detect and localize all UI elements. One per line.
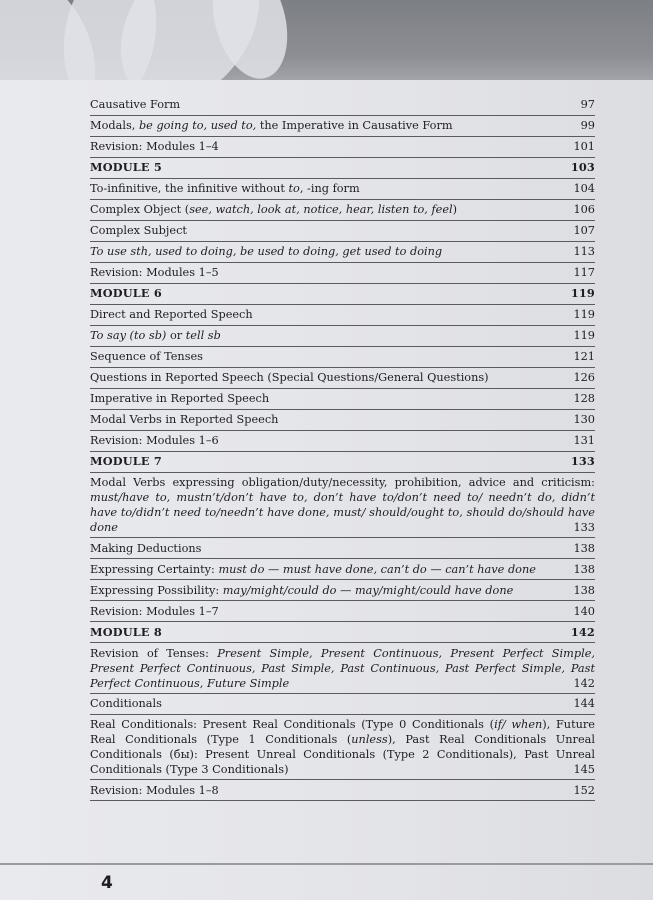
toc-entry-title <box>90 203 491 216</box>
page-number: 4 <box>101 873 113 893</box>
toc-separator <box>90 430 595 431</box>
toc-entry-title <box>90 563 570 576</box>
toc-page-number: 119 <box>573 308 595 321</box>
toc-text-segment: must do — must have done, can’t do — can’t have done <box>218 562 536 576</box>
toc-entry-title <box>90 160 196 174</box>
toc-text-segment: , -ing form <box>299 182 360 195</box>
toc-separator <box>90 537 595 538</box>
toc-text-segment: ), Past Real Conditionals Unreal Conditionals (бы): Present Unreal Conditionals (Type 2 Conditionals), Past Unreal Conditionals (Type 3 Conditionals) <box>90 733 595 776</box>
toc-text-segment: Causative Form <box>90 98 181 111</box>
toc-entry-title <box>90 245 476 258</box>
toc-text-segment: Modal Verbs expressing obligation/duty/necessity, prohibition, advice and criticism: <box>90 476 595 489</box>
toc-text-segment: To use sth, used to doing, be used to doing, get used to doing <box>90 245 443 258</box>
toc-entry-title <box>90 697 196 710</box>
toc-separator <box>90 714 595 715</box>
toc-text-segment: Revision: Modules 1–8 <box>90 783 219 797</box>
toc-entry <box>90 783 595 799</box>
toc-text-segment: MODULE 6 <box>90 286 162 300</box>
toc-module-heading <box>90 625 595 641</box>
toc-text-segment: Imperative in Reported Speech <box>90 392 270 405</box>
toc-text-segment: Revision: Modules 1–7 <box>90 604 219 618</box>
toc-entry <box>90 391 595 407</box>
toc-entry <box>90 244 595 260</box>
toc-separator <box>90 451 595 452</box>
toc-entry-title <box>90 476 595 534</box>
toc-entry <box>90 202 595 218</box>
toc-entry <box>90 717 595 777</box>
toc-entry <box>90 562 595 578</box>
toc-entry-title <box>90 718 595 776</box>
toc-entry-title <box>90 350 237 363</box>
toc-separator <box>90 346 595 347</box>
toc-separator <box>90 304 595 305</box>
toc-entry <box>90 118 595 134</box>
header-band <box>0 0 653 80</box>
toc-text-segment: Revision: Modules 1–5 <box>90 266 219 279</box>
toc-entry-title <box>90 605 253 618</box>
toc-entry <box>90 433 595 449</box>
toc-separator <box>90 409 595 410</box>
toc-text-segment: Real Conditionals: Present Real Conditionals (Type 0 Conditionals ( <box>90 718 495 731</box>
toc-text-segment: To say (to sb) <box>90 329 170 342</box>
toc-module-heading <box>90 286 595 302</box>
toc-separator <box>90 136 595 137</box>
toc-separator <box>90 558 595 559</box>
toc-page-number: 138 <box>573 562 595 576</box>
toc-entry <box>90 97 595 113</box>
toc-entry-title <box>90 98 214 111</box>
toc-entry <box>90 583 595 599</box>
toc-page-number: 140 <box>573 604 595 618</box>
toc-entry <box>90 646 595 691</box>
toc-entry-title <box>90 434 253 447</box>
toc-entry-title <box>90 454 196 468</box>
toc-separator <box>90 178 595 179</box>
toc-entry-title <box>90 140 253 153</box>
toc-separator <box>90 115 595 116</box>
toc-separator <box>90 262 595 263</box>
toc-separator <box>90 800 595 801</box>
toc-page-number: 103 <box>570 160 595 174</box>
toc-separator <box>90 157 595 158</box>
toc-page-number: 133 <box>573 521 595 534</box>
toc-separator <box>90 388 595 389</box>
toc-module-heading <box>90 454 595 470</box>
toc-text-segment: the Imperative in Causative Form <box>256 119 453 132</box>
toc-separator <box>90 693 595 694</box>
toc-text-segment: Questions in Reported Speech (Special Questions/General Questions) <box>90 371 489 384</box>
toc-text-segment: Present Simple, Present Continuous, Present Perfect Simple, Present Perfect Continuous, Past Simple, Past Continuous, Past Perfect Simple, Past Perfect Continuous, Future Simple <box>90 646 595 690</box>
toc-page-number: 128 <box>573 392 595 405</box>
toc-text-segment: Making Deductions <box>90 541 202 555</box>
toc-entry <box>90 181 595 197</box>
toc-separator <box>90 241 595 242</box>
toc-page-number: 142 <box>573 676 595 690</box>
toc-text-segment: MODULE 5 <box>90 160 162 174</box>
toc-text-segment: Revision: Modules 1–6 <box>90 434 219 447</box>
toc-page-number: 126 <box>573 371 595 384</box>
toc-text-segment: tell sb <box>185 329 221 342</box>
toc-separator <box>90 600 595 601</box>
toc-text-segment: Revision of Tenses: <box>90 646 218 660</box>
toc-entry-title <box>90 647 595 690</box>
toc-entry-title <box>90 286 196 300</box>
toc-text-segment: MODULE 8 <box>90 624 162 639</box>
toc-text-segment: must/have to, mustn’t/don’t have to, don’t have to/don’t need to/ needn’t do, didn’t have to/didn’t need to/needn’t have done, must/ should/ought to, should do/should have done <box>90 491 595 534</box>
toc-entry-title <box>90 329 255 342</box>
toc-page-number: 107 <box>573 224 595 237</box>
toc-text-segment: if/ when <box>494 718 543 731</box>
toc-page-number: 138 <box>573 583 595 597</box>
toc-page-number: 145 <box>573 763 595 776</box>
toc-text-segment: Complex Object ( <box>90 203 190 216</box>
toc-text-segment: Complex Subject <box>90 224 187 237</box>
toc-text-segment: Sequence of Tenses <box>90 350 203 363</box>
toc-text-segment: Expressing Certainty: <box>90 562 219 576</box>
toc-separator <box>90 220 595 221</box>
toc-page-number: 152 <box>573 783 595 797</box>
toc-entry-title <box>90 119 487 132</box>
toc-text-segment: may/might/could do — may/might/could have done <box>222 583 514 597</box>
toc-text-segment: to <box>288 182 300 195</box>
toc-page-number: 117 <box>573 266 595 279</box>
toc-entry <box>90 541 595 557</box>
toc-page-number: 131 <box>573 434 595 447</box>
toc-separator <box>90 472 595 473</box>
toc-entry-title <box>90 182 394 195</box>
toc-text-segment: Conditionals <box>90 697 162 710</box>
toc-separator <box>90 325 595 326</box>
toc-page-number: 99 <box>580 119 595 132</box>
toc-separator <box>90 283 595 284</box>
toc-page-number: 106 <box>573 203 595 216</box>
toc-entry-title <box>90 224 221 237</box>
toc-separator <box>90 779 595 780</box>
toc-page-number: 142 <box>570 624 595 639</box>
toc-page-number: 121 <box>573 350 595 363</box>
toc-entry <box>90 475 595 535</box>
toc-entry <box>90 328 595 344</box>
toc-page-number: 119 <box>570 286 595 300</box>
toc-entry <box>90 307 595 323</box>
toc-page-number: 130 <box>573 413 595 426</box>
toc-entry <box>90 265 595 281</box>
toc-entry-title <box>90 413 312 426</box>
toc-text-segment: unless <box>351 733 388 746</box>
toc-page-number: 101 <box>573 140 595 153</box>
toc-entry-title <box>90 625 196 639</box>
toc-text-segment: Revision: Modules 1–4 <box>90 140 219 153</box>
toc-entry-title <box>90 584 547 597</box>
footer-rule <box>0 863 653 865</box>
toc-module-heading <box>90 160 595 176</box>
toc-page-number: 113 <box>573 245 595 258</box>
toc-text-segment: ) <box>452 203 458 216</box>
toc-separator <box>90 621 595 622</box>
toc-text-segment: Modals, <box>90 119 139 132</box>
toc-entry-title <box>90 371 523 384</box>
toc-entry-title <box>90 392 303 405</box>
toc-page-number: 119 <box>573 329 595 342</box>
toc-page-number: 104 <box>573 182 595 195</box>
toc-text-segment: Modal Verbs in Reported Speech <box>90 413 279 426</box>
toc-text-segment: Expressing Possibility: <box>90 583 223 597</box>
toc-text-segment: or <box>169 329 186 342</box>
toc-entry-title <box>90 308 287 321</box>
toc-text-segment: see, watch, look at, notice, hear, listen to, feel <box>189 203 453 216</box>
toc-entry <box>90 370 595 386</box>
toc-separator <box>90 367 595 368</box>
toc-entry-title <box>90 542 235 555</box>
toc-page-number: 144 <box>573 697 595 710</box>
toc-text-segment: Direct and Reported Speech <box>90 308 253 321</box>
toc-entry <box>90 604 595 620</box>
toc-page-number: 97 <box>580 98 595 111</box>
toc-page-number: 138 <box>573 541 595 555</box>
toc-entry <box>90 139 595 155</box>
toc-entry-title <box>90 266 253 279</box>
toc-page-number: 133 <box>570 454 595 468</box>
toc-entry <box>90 223 595 239</box>
toc-entry <box>90 412 595 428</box>
toc-text-segment: ), Future Real Conditionals (Type 1 Conditionals ( <box>90 718 595 746</box>
toc-text-segment: be going to, used to, <box>138 119 257 132</box>
toc-separator <box>90 579 595 580</box>
table-of-contents <box>90 97 595 804</box>
toc-separator <box>90 642 595 643</box>
toc-entry <box>90 349 595 365</box>
toc-text-segment: To-infinitive, the infinitive without <box>90 182 289 195</box>
toc-entry <box>90 696 595 712</box>
toc-entry-title <box>90 784 253 797</box>
toc-text-segment: MODULE 7 <box>90 454 162 468</box>
toc-separator <box>90 199 595 200</box>
